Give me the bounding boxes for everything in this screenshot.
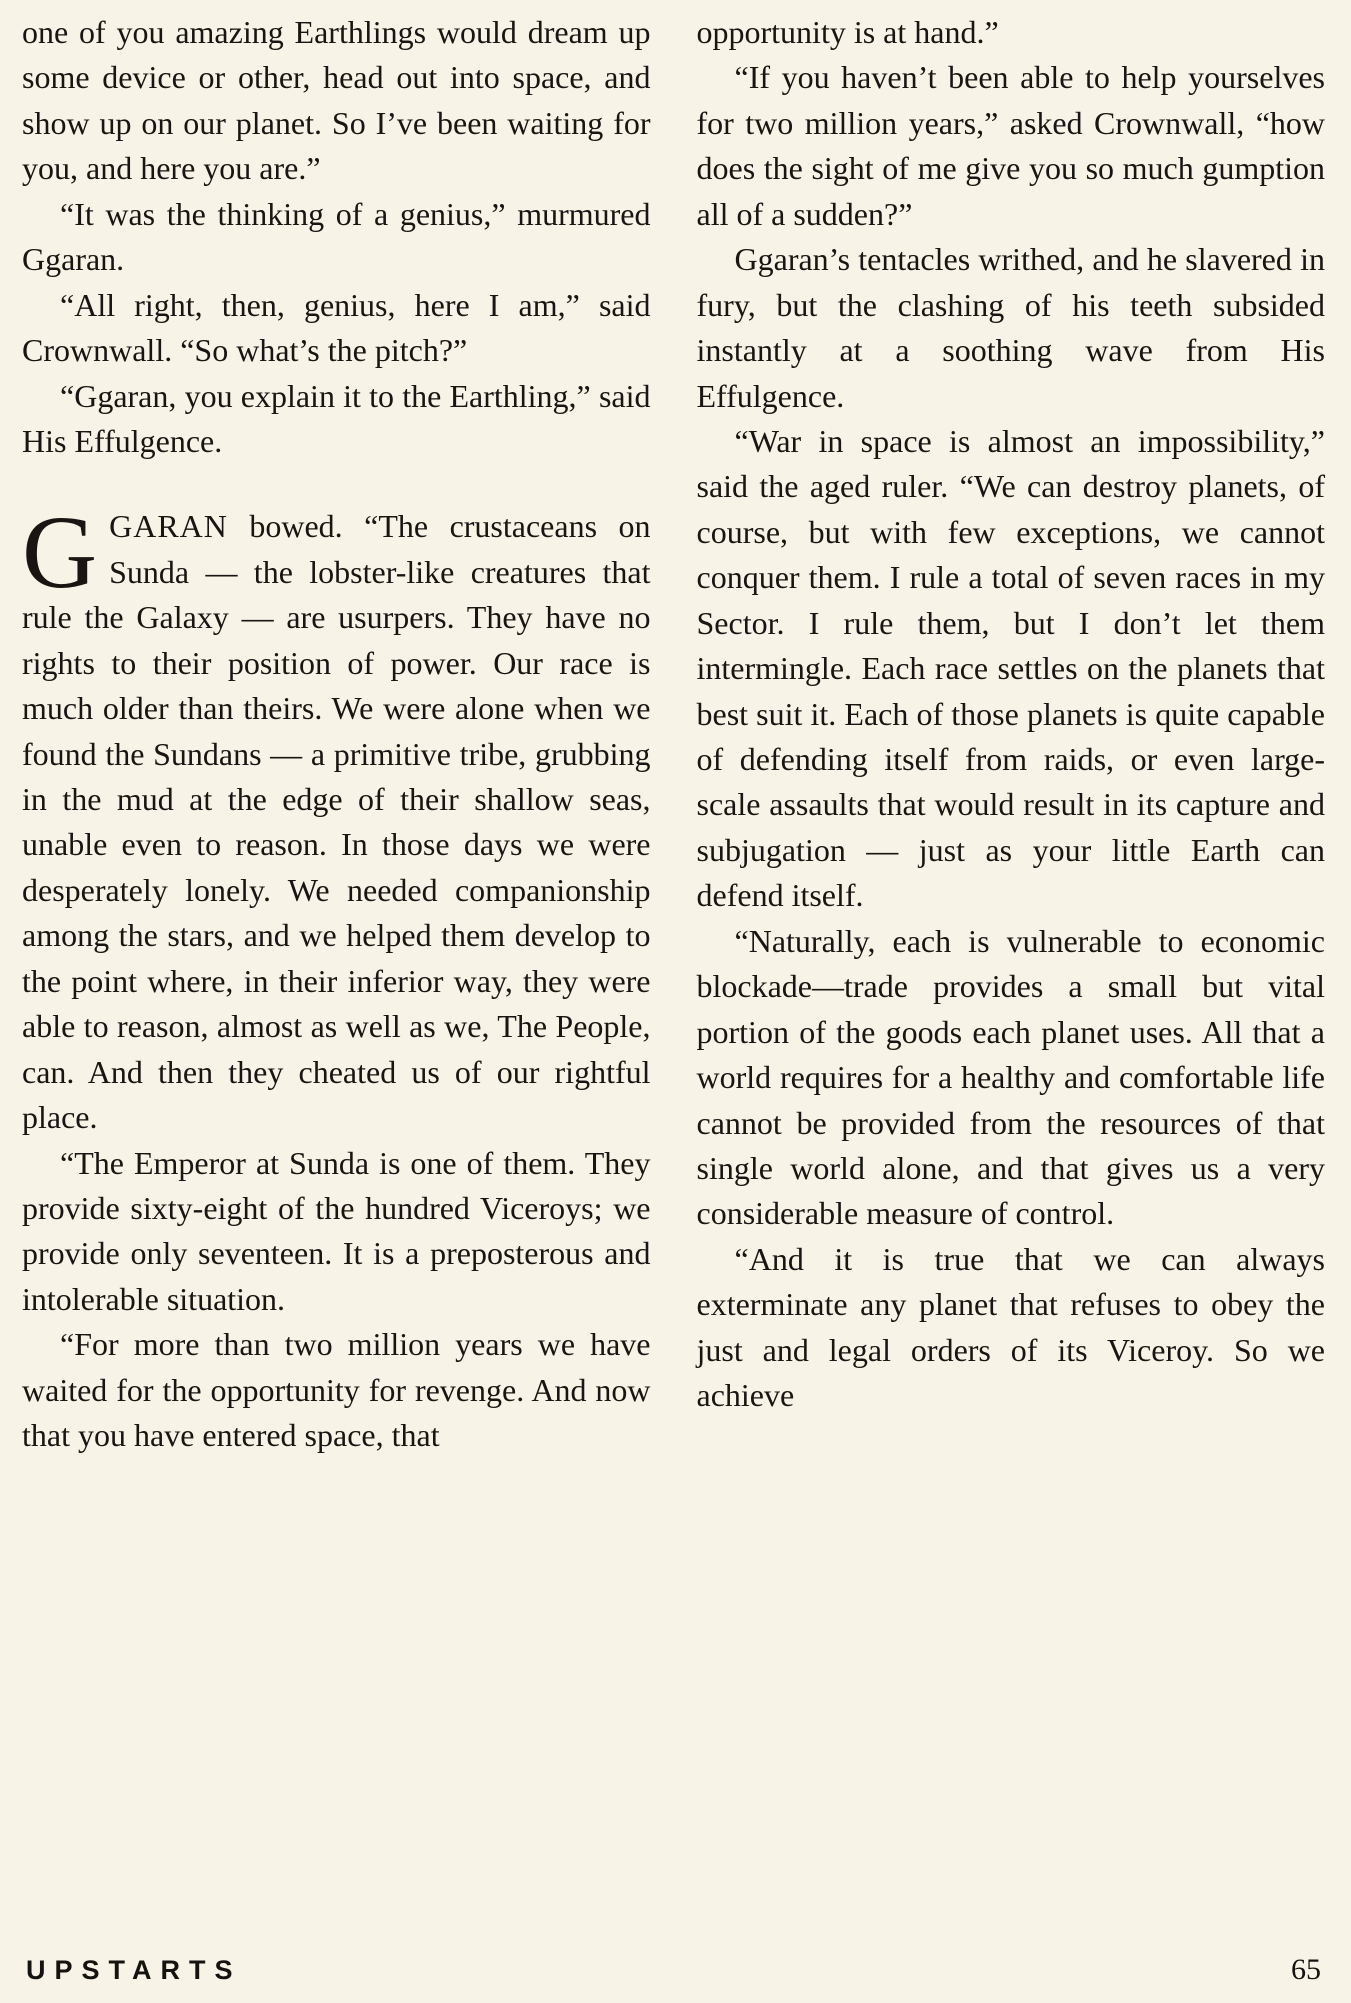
paragraph: “All right, then, genius, here I am,” said Crownwall. “So what’s the pitch?”: [22, 286, 651, 369]
paragraph: “Naturally, each is vulnerable to economic blockade—trade provides a small but vital portion of the goods each planet uses. All that a world requires for a healthy and comfortable life cannot be provided from the resources of that single world alone, and that gives us a very considerable measure of control.: [696, 922, 1325, 1232]
paragraph-text: bowed. “The crustaceans on Sunda — the lobster-like creatures that rule the Galaxy — are usurpers. They have no rights to their position of power. Our race is much older than theirs. We were alone when we found the Sundans — a primitive tribe, grubbing in the mud at the edge of their shallow seas, unable even to reason. In those days we were desperately lonely. We needed companionship among the stars, and we helped them develop to the point where, in their inferior way, they were able to reason, almost as well as we, The People, can. And then they cheated us of our rightful place.: [22, 508, 651, 1136]
paragraph: “It was the thinking of a genius,” murmured Ggaran.: [22, 195, 651, 278]
drop-cap-initial: G: [22, 495, 98, 611]
paragraph: opportunity is at hand.”: [696, 14, 999, 50]
paragraph: “And it is true that we can always exterminate any planet that refuses to obey the just and legal orders of its Viceroy. So we achieve: [696, 1240, 1325, 1414]
paragraph: “War in space is almost an impossibility,” said the aged ruler. “We can destroy planets, of course, but with few exceptions, we cannot conquer them. I rule a total of seven races in my Sector. I rule them, but I don’t let them intermingle. Each race settles on the planets that best suit it. Each of those planets is quite capable of defending itself from raids, or even large-scale assaults that would result in its capture and subjugation — just as your little Earth can defend itself.: [696, 422, 1325, 914]
page-footer: [26, 1953, 1321, 1987]
left-column: [22, 10, 651, 1900]
page-number: 65: [1291, 1953, 1321, 1986]
paragraph: Ggaran’s tentacles writhed, and he slavered in fury, but the clashing of his teeth subsided instantly at a soothing wave from His Effulgence.: [696, 241, 1325, 414]
paragraph-dropcap: [22, 495, 651, 1140]
running-title: UPSTARTS: [26, 1955, 242, 1985]
right-column: [697, 10, 1326, 1900]
paragraph: one of you amazing Earthlings would dream up some device or other, head out into space, and show up on our planet. So I’ve been waiting for you, and here you are.”: [22, 14, 651, 187]
drop-cap-lead-word: GARAN: [109, 508, 228, 545]
paragraph: “If you haven’t been able to help yourselves for two million years,” asked Crownwall, “how does the sight of me give you so much gumption all of a sudden?”: [696, 59, 1325, 232]
paragraph: “Ggaran, you explain it to the Earthling,” said His Effulgence.: [22, 377, 651, 459]
paragraph: “For more than two million years we have waited for the opportunity for revenge. And now that you have entered space, that: [22, 1326, 651, 1454]
paragraph: “The Emperor at Sunda is one of them. They provide sixty-eight of the hundred Viceroys; we provide only seventeen. It is a preposterous and intolerable situation.: [22, 1144, 651, 1317]
